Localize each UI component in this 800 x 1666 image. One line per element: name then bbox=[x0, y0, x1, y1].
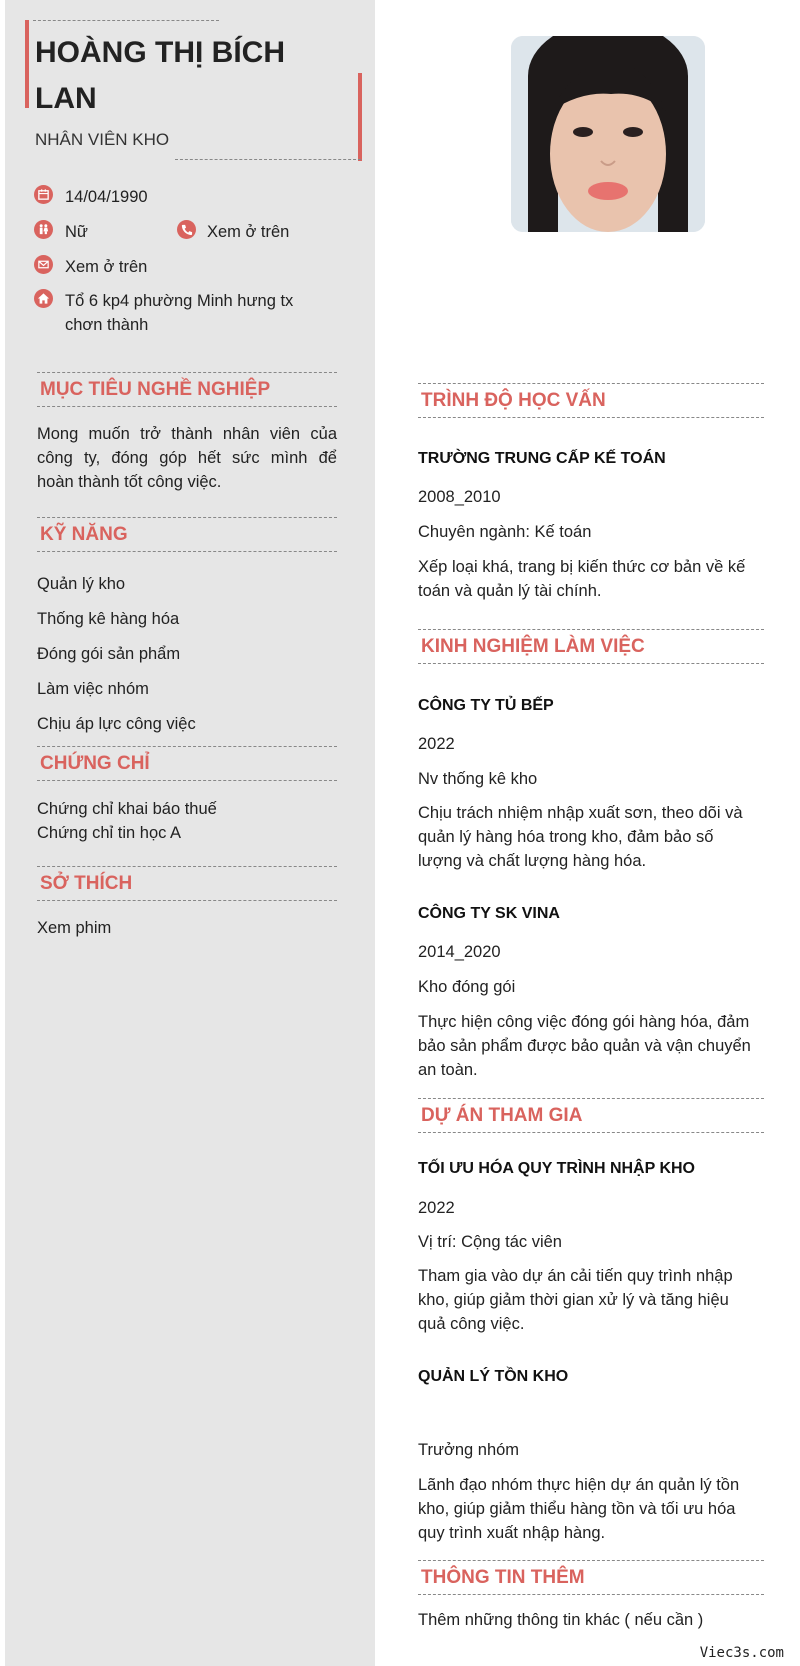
job-desc-line: quản lý hàng hóa trong kho, đảm bảo số bbox=[418, 828, 714, 846]
certificate-item: Chứng chỉ khai báo thuế bbox=[37, 800, 217, 818]
experience-heading: KINH NGHIỆM LÀM VIỆC bbox=[418, 629, 764, 664]
project-role: Trưởng nhóm bbox=[418, 1441, 520, 1459]
project-desc-line: quả công việc. bbox=[418, 1315, 525, 1333]
job-period: 2014_2020 bbox=[418, 943, 501, 961]
project-description bbox=[418, 1473, 768, 1545]
project-role: Vị trí: Cộng tác viên bbox=[418, 1233, 562, 1251]
certificate-item: Chứng chỉ tin học A bbox=[37, 824, 182, 842]
address bbox=[65, 289, 293, 337]
objective-text bbox=[37, 422, 337, 494]
job-description bbox=[418, 1010, 768, 1082]
project-desc-line: quy trình xuất nhập hàng. bbox=[418, 1524, 606, 1542]
job-desc-line: bảo sản phẩm được bảo quản và vận chuyển bbox=[418, 1037, 751, 1055]
name-left-accent-bar bbox=[25, 20, 29, 108]
objective-line: Mong muốn trở thành nhân viên của bbox=[37, 425, 337, 443]
home-icon bbox=[34, 289, 53, 308]
job-company: CÔNG TY SK VINA bbox=[418, 905, 560, 922]
education-school: TRƯỜNG TRUNG CẤP KẾ TOÁN bbox=[418, 450, 666, 467]
skill-item: Thống kê hàng hóa bbox=[37, 610, 180, 628]
job-period: 2022 bbox=[418, 735, 455, 753]
job-role: Nv thống kê kho bbox=[418, 770, 538, 788]
calendar-icon bbox=[34, 185, 53, 204]
profile-photo bbox=[511, 36, 705, 232]
hobby-item: Xem phim bbox=[37, 919, 112, 937]
projects-heading: DỰ ÁN THAM GIA bbox=[418, 1098, 764, 1133]
skill-item: Làm việc nhóm bbox=[37, 680, 149, 698]
project-title: QUẢN LÝ TỒN KHO bbox=[418, 1368, 569, 1385]
job-role: Kho đóng gói bbox=[418, 978, 516, 996]
extra-info-text: Thêm những thông tin khác ( nếu cần ) bbox=[418, 1611, 704, 1629]
watermark: Viec3s.com bbox=[699, 1645, 784, 1661]
project-desc-line: Lãnh đạo nhóm thực hiện dự án quản lý tồn bbox=[418, 1476, 740, 1494]
certificates-list bbox=[37, 797, 217, 845]
project-desc-line: Tham gia vào dự án cải tiến quy trình nhập bbox=[418, 1267, 733, 1285]
gender: Nữ bbox=[65, 223, 88, 241]
sidebar bbox=[5, 0, 375, 1666]
phone-icon bbox=[177, 220, 196, 239]
full-name bbox=[35, 30, 355, 122]
project-title: TỐI ƯU HÓA QUY TRÌNH NHẬP KHO bbox=[418, 1160, 695, 1177]
education-description bbox=[418, 555, 768, 603]
education-desc-line: Xếp loại khá, trang bị kiến thức cơ bản về kế bbox=[418, 558, 746, 576]
objective-line: công ty, đóng góp hết sức mình để bbox=[37, 449, 337, 467]
name-top-dashed-line bbox=[33, 20, 219, 21]
skill-item: Chịu áp lực công việc bbox=[37, 715, 196, 733]
job-description bbox=[418, 801, 768, 873]
extra-info-heading: THÔNG TIN THÊM bbox=[418, 1560, 764, 1595]
address-line1: Tổ 6 kp4 phường Minh hưng tx bbox=[65, 292, 294, 310]
objective-heading: MỤC TIÊU NGHỀ NGHIỆP bbox=[37, 372, 337, 407]
full-name-line1: HOÀNG THỊ BÍCH bbox=[35, 36, 285, 69]
hobbies-heading: SỞ THÍCH bbox=[37, 866, 337, 901]
job-desc-line: Thực hiện công việc đóng gói hàng hóa, đảm bbox=[418, 1013, 750, 1031]
phone: Xem ở trên bbox=[207, 223, 290, 241]
job-desc-line: Chịu trách nhiệm nhập xuất sơn, theo dõi và bbox=[418, 804, 743, 822]
birthday: 14/04/1990 bbox=[65, 188, 148, 206]
education-period: 2008_2010 bbox=[418, 488, 501, 506]
name-right-accent-bar bbox=[358, 73, 362, 161]
skill-item: Quản lý kho bbox=[37, 575, 126, 593]
project-desc-line: kho, giúp giảm thiểu hàng tồn và tối ưu hóa bbox=[418, 1500, 736, 1518]
job-company: CÔNG TY TỦ BẾP bbox=[418, 697, 554, 714]
skill-item: Đóng gói sản phẩm bbox=[37, 645, 181, 663]
skills-heading: KỸ NĂNG bbox=[37, 517, 337, 552]
name-bottom-dashed-line bbox=[175, 159, 361, 160]
email: Xem ở trên bbox=[65, 258, 148, 276]
education-major: Chuyên ngành: Kế toán bbox=[418, 523, 592, 541]
project-description bbox=[418, 1264, 768, 1336]
project-period: 2022 bbox=[418, 1199, 455, 1217]
full-name-line2: LAN bbox=[35, 82, 97, 115]
address-line2: chơn thành bbox=[65, 316, 149, 334]
education-heading: TRÌNH ĐỘ HỌC VẤN bbox=[418, 383, 764, 418]
gender-icon bbox=[34, 220, 53, 239]
job-desc-line: lượng và chất lượng hàng hóa. bbox=[418, 852, 647, 870]
education-desc-line: toán và quản lý tài chính. bbox=[418, 582, 602, 600]
certificates-heading: CHỨNG CHỈ bbox=[37, 746, 337, 781]
project-desc-line: kho, giúp giảm thời gian xử lý và tăng hiệu bbox=[418, 1291, 729, 1309]
job-title: NHÂN VIÊN KHO bbox=[35, 130, 170, 149]
objective-line: hoàn thành tốt công việc. bbox=[37, 473, 222, 491]
job-desc-line: an toàn. bbox=[418, 1061, 478, 1079]
email-icon bbox=[34, 255, 53, 274]
skills-list bbox=[37, 567, 196, 742]
